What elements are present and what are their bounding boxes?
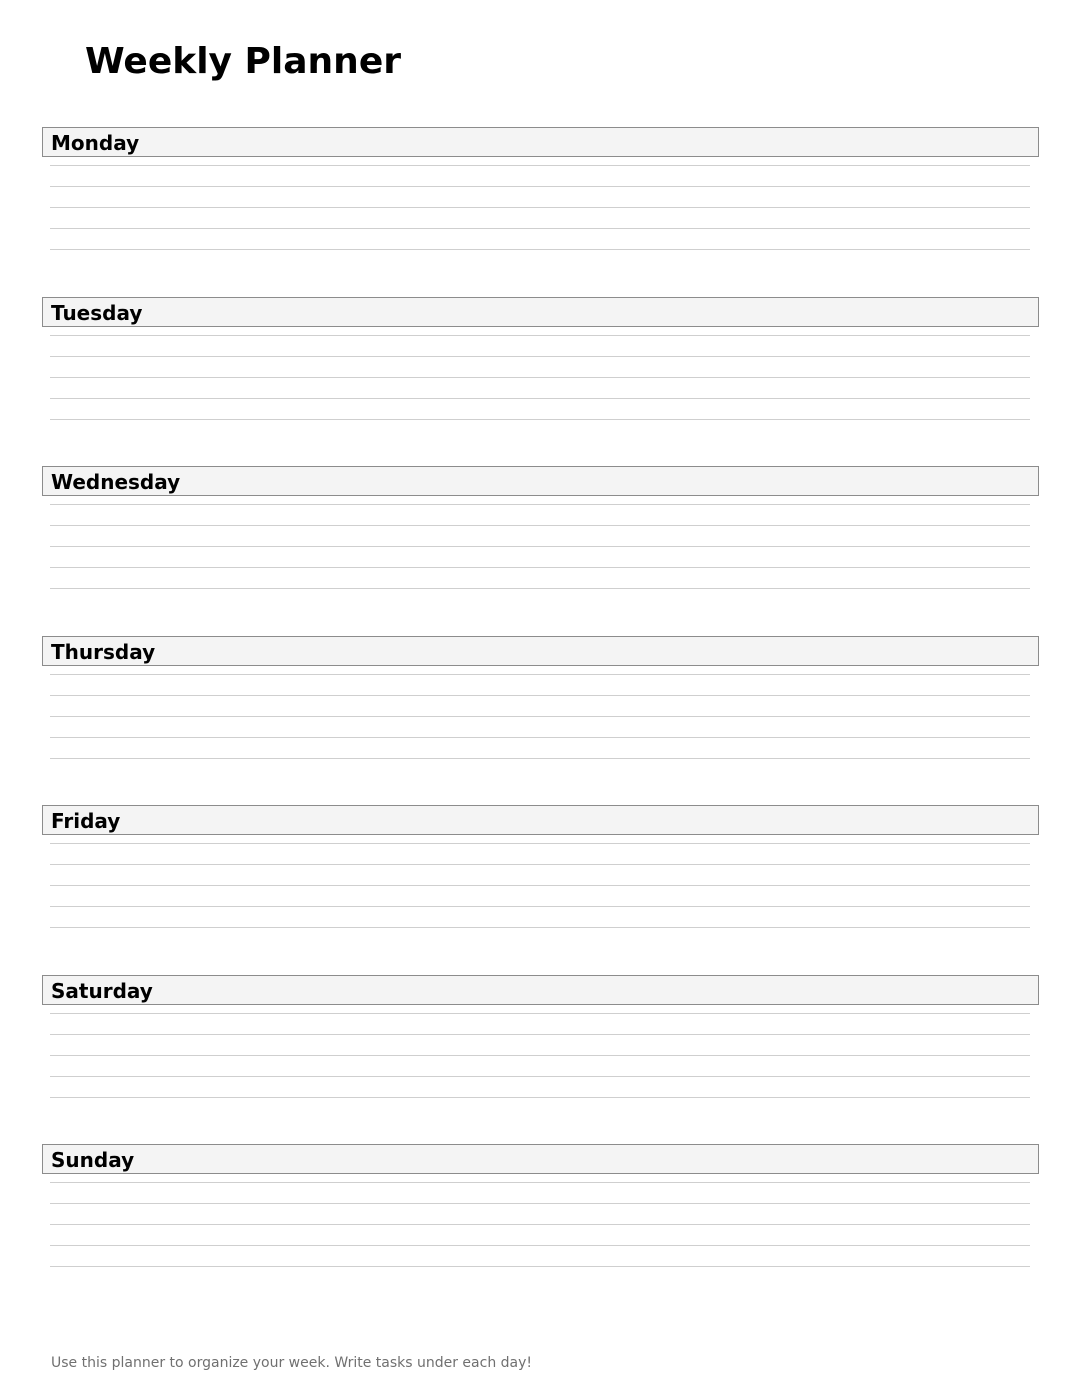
day-header-friday: Friday: [42, 805, 1039, 835]
writing-line: [50, 207, 1030, 208]
writing-line: [50, 927, 1030, 928]
writing-line: [50, 504, 1030, 505]
writing-line: [50, 335, 1030, 336]
writing-line: [50, 1013, 1030, 1014]
writing-line: [50, 525, 1030, 526]
writing-line: [50, 1076, 1030, 1077]
writing-line: [50, 843, 1030, 844]
writing-line: [50, 165, 1030, 166]
writing-line: [50, 398, 1030, 399]
writing-line: [50, 186, 1030, 187]
day-sections: [42, 127, 1039, 1314]
day-section-wednesday: [42, 466, 1039, 636]
day-section-tuesday: [42, 297, 1039, 467]
writing-line: [50, 567, 1030, 568]
day-section-thursday: [42, 636, 1039, 806]
writing-line: [50, 249, 1030, 250]
writing-line: [50, 1055, 1030, 1056]
day-header-monday: Monday: [42, 127, 1039, 157]
day-header-thursday: Thursday: [42, 636, 1039, 666]
day-header-saturday: Saturday: [42, 975, 1039, 1005]
writing-line: [50, 695, 1030, 696]
writing-line: [50, 1224, 1030, 1225]
page-title: Weekly Planner: [85, 41, 401, 82]
day-header-tuesday: Tuesday: [42, 297, 1039, 327]
writing-line: [50, 377, 1030, 378]
writing-line: [50, 674, 1030, 675]
writing-line: [50, 1097, 1030, 1098]
day-header-sunday: Sunday: [42, 1144, 1039, 1174]
day-section-sunday: [42, 1144, 1039, 1314]
day-header-wednesday: Wednesday: [42, 466, 1039, 496]
writing-line: [50, 737, 1030, 738]
day-section-monday: [42, 127, 1039, 297]
writing-line: [50, 1266, 1030, 1267]
footer-note: Use this planner to organize your week. Write tasks under each day!: [51, 1355, 533, 1371]
day-section-saturday: [42, 975, 1039, 1145]
writing-line: [50, 1182, 1030, 1183]
writing-line: [50, 1034, 1030, 1035]
writing-line: [50, 546, 1030, 547]
writing-line: [50, 228, 1030, 229]
writing-line: [50, 885, 1030, 886]
writing-line: [50, 906, 1030, 907]
writing-line: [50, 419, 1030, 420]
writing-line: [50, 356, 1030, 357]
day-section-friday: [42, 805, 1039, 975]
writing-line: [50, 1245, 1030, 1246]
writing-line: [50, 588, 1030, 589]
writing-line: [50, 864, 1030, 865]
writing-line: [50, 716, 1030, 717]
writing-line: [50, 758, 1030, 759]
writing-line: [50, 1203, 1030, 1204]
